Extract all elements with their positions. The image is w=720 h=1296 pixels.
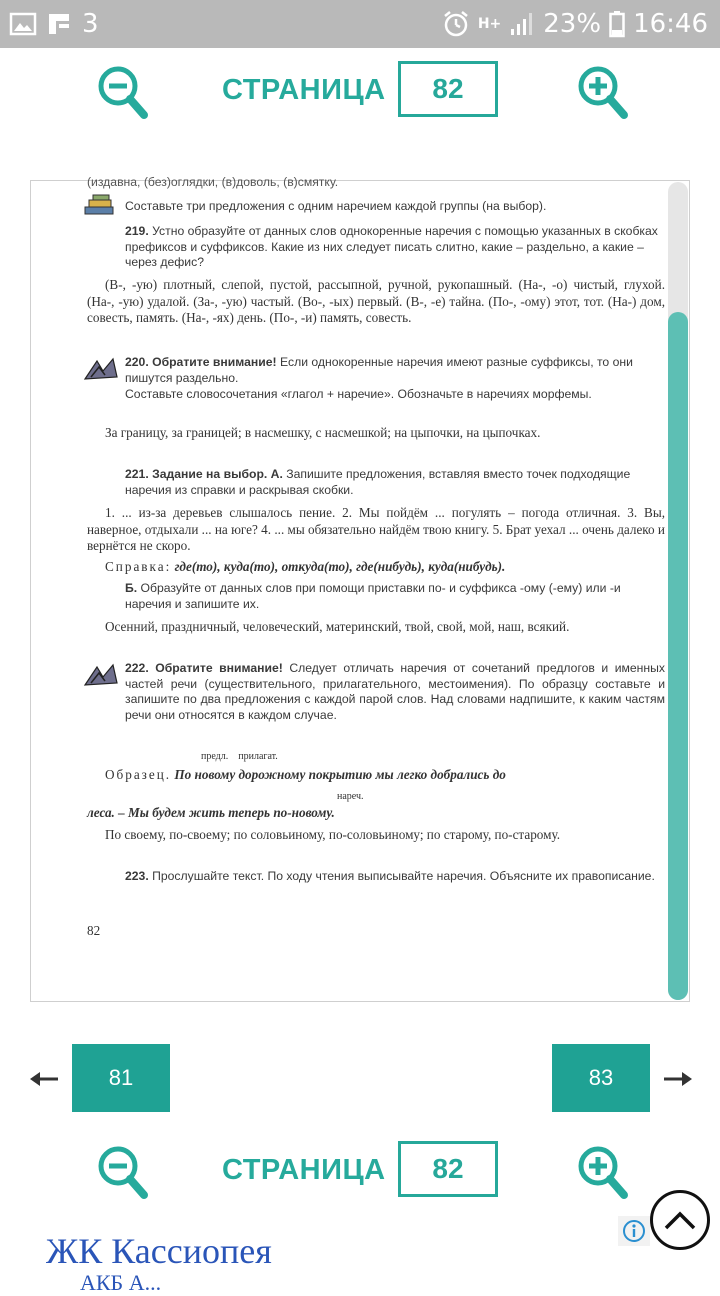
exercise-text: Если однокоренные наречия имеют разные суффиксы, то они пишутся раздельно. bbox=[125, 355, 633, 385]
page-number-input[interactable]: 82 bbox=[398, 1141, 498, 1197]
network-type: H+ bbox=[477, 16, 502, 32]
exercise-222 bbox=[87, 661, 665, 723]
ad-subtitle[interactable]: АКБ А... bbox=[80, 1270, 162, 1295]
zoom-out-button[interactable] bbox=[94, 1142, 150, 1202]
ad-title[interactable]: ЖК Кассиопея bbox=[46, 1231, 272, 1271]
scroll-to-top-button[interactable] bbox=[650, 1190, 710, 1250]
signal-icon bbox=[509, 11, 535, 37]
exercise-heading: 220. Обратите внимание! bbox=[125, 355, 277, 369]
exercise-221 bbox=[87, 467, 665, 498]
obrazec-line-1 bbox=[87, 767, 665, 784]
exercise-number: 223. bbox=[125, 869, 149, 883]
page-nav-top bbox=[0, 56, 720, 126]
prev-page-button[interactable]: 81 bbox=[72, 1044, 170, 1112]
annotation-row bbox=[87, 751, 665, 763]
exercise-number: 219. bbox=[125, 224, 149, 238]
page-label: СТРАНИЦА bbox=[222, 1154, 386, 1186]
exercise-heading: 222. Обратите внимание! bbox=[125, 661, 283, 675]
exercise-text: Образуйте от данных слов при помощи приставки по- и суффикса -ому (-ему) или -и наречия и запишите их. bbox=[125, 581, 621, 611]
status-bar-right bbox=[442, 8, 708, 40]
zoom-out-icon bbox=[94, 1142, 150, 1202]
scrollbar-thumb[interactable] bbox=[668, 312, 688, 1000]
zoom-in-icon bbox=[574, 62, 630, 122]
flipboard-icon bbox=[48, 12, 70, 36]
zoom-out-icon bbox=[94, 62, 150, 122]
annotation: прилагат. bbox=[238, 751, 278, 762]
exercise-220-words: За границу, за границей; в насмешку, с насмешкой; на цыпочки, на цыпочках. bbox=[105, 425, 541, 440]
document-viewer[interactable] bbox=[30, 175, 690, 1002]
exercise-text: Прослушайте текст. По ходу чтения выписывайте наречия. Объясните их правописание. bbox=[148, 869, 655, 883]
obrazec-line-2: леса. – Мы будем жить теперь по-новому. bbox=[87, 805, 335, 820]
exercise-heading: Б. bbox=[125, 581, 138, 595]
exercise-221-b bbox=[87, 581, 665, 612]
next-page-button[interactable]: 83 bbox=[552, 1044, 650, 1112]
exercise-221-sentences: 1. ... из-за деревьев слышалось пение. 2. Мы пойдём ... погулять – погода отличная. 3. Вы, наверное, отдыхали ... на юге? 4. ... мы обязательно найдём твою книгу. 5. Брат уехал ... очень далеко и вернётся не скоро. bbox=[87, 505, 665, 553]
exercise-219-words: (В-, -ую) плотный, слепой, пустой, рассыпной, ручной, рукопашный. (На-, -о) чистый, глухой. (На-, -ую) удалой. (За-, -ую) частый. (Во-, -ых) первый. (В-, -е) тайна. (По-, -ому) этот, тот. (На-) дом, совесть, память. (На-, -ях) день. (По-, -и) память, совесть. bbox=[87, 277, 665, 325]
exercise-219 bbox=[87, 224, 665, 271]
annotation: предл. bbox=[201, 751, 229, 762]
ad-info-button[interactable] bbox=[618, 1216, 650, 1246]
zoom-in-icon bbox=[574, 1142, 630, 1202]
zoom-in-button[interactable] bbox=[574, 62, 630, 122]
arrow-right-icon[interactable] bbox=[662, 1068, 692, 1090]
page-nav-bottom bbox=[0, 1136, 720, 1206]
alarm-icon bbox=[442, 10, 470, 38]
page-footer-number: 82 bbox=[87, 923, 101, 938]
chevron-up-icon bbox=[663, 1209, 697, 1231]
text-line: (издавна, (без)оглядки, (в)доволь, (в)смятку. bbox=[87, 175, 339, 189]
gallery-icon bbox=[10, 12, 36, 36]
battery-icon bbox=[609, 10, 625, 38]
battery-percent: 23% bbox=[543, 9, 602, 39]
spravka-words: где(то), куда(то), откуда(то), где(нибудь), куда(нибудь). bbox=[171, 559, 506, 574]
spravka bbox=[87, 559, 665, 576]
annotation-row bbox=[87, 791, 665, 803]
exercise-221-b-words: Осенний, праздничный, человеческий, материнский, твой, свой, мой, наш, всякий. bbox=[105, 619, 570, 634]
arrow-left-icon[interactable] bbox=[30, 1068, 60, 1090]
status-bar-left bbox=[10, 8, 99, 40]
page-label: СТРАНИЦА bbox=[222, 74, 386, 106]
annotation: нареч. bbox=[337, 791, 364, 802]
obrazec-text: По новому дорожному покрытию мы легко добрались до bbox=[171, 767, 506, 782]
exercise-223 bbox=[87, 869, 665, 885]
exercise-text: Запишите предложения, вставляя вместо точек подходящие наречия из справки и раскрывая скобки. bbox=[125, 467, 631, 497]
exercise-text: Следует отличать наречия от сочетаний предлогов и именных частей речи (существительного, прилагательного, местоимения). По образцу составьте и запишите по два предложения с каждой парой слов. Над словами надпишите, к каким частям речи они относятся в каждом случае. bbox=[125, 661, 666, 722]
exercise-222-words: По своему, по-своему; по соловьиному, по-соловьиному; по старому, по-старому. bbox=[105, 827, 561, 842]
zoom-out-button[interactable] bbox=[94, 62, 150, 122]
exercise-220-task: Составьте словосочетания «глагол + наречие». Обозначьте в наречиях морфемы. bbox=[125, 387, 592, 401]
sim-number: 3 bbox=[82, 9, 99, 39]
page-number-input[interactable]: 82 bbox=[398, 61, 498, 117]
task-text: Составьте три предложения с одним наречием каждой группы (на выбор). bbox=[125, 199, 547, 213]
info-icon bbox=[622, 1219, 646, 1243]
exercise-text: Устно образуйте от данных слов однокоренные наречия с помощью указанных в скобках префиксов и суффиксов. Какие из них следует писать слитно, какие – раздельно, а какие – через дефис? bbox=[125, 224, 658, 269]
zoom-in-button[interactable] bbox=[574, 1142, 630, 1202]
spravka-label: Справка: bbox=[105, 559, 172, 574]
clock: 16:46 bbox=[633, 9, 708, 39]
exercise-220 bbox=[87, 355, 665, 386]
exercise-heading: 221. Задание на выбор. А. bbox=[125, 467, 283, 481]
obrazec-label: Образец. bbox=[105, 767, 172, 782]
ad-banner[interactable] bbox=[40, 1216, 650, 1295]
status-bar bbox=[0, 0, 720, 48]
